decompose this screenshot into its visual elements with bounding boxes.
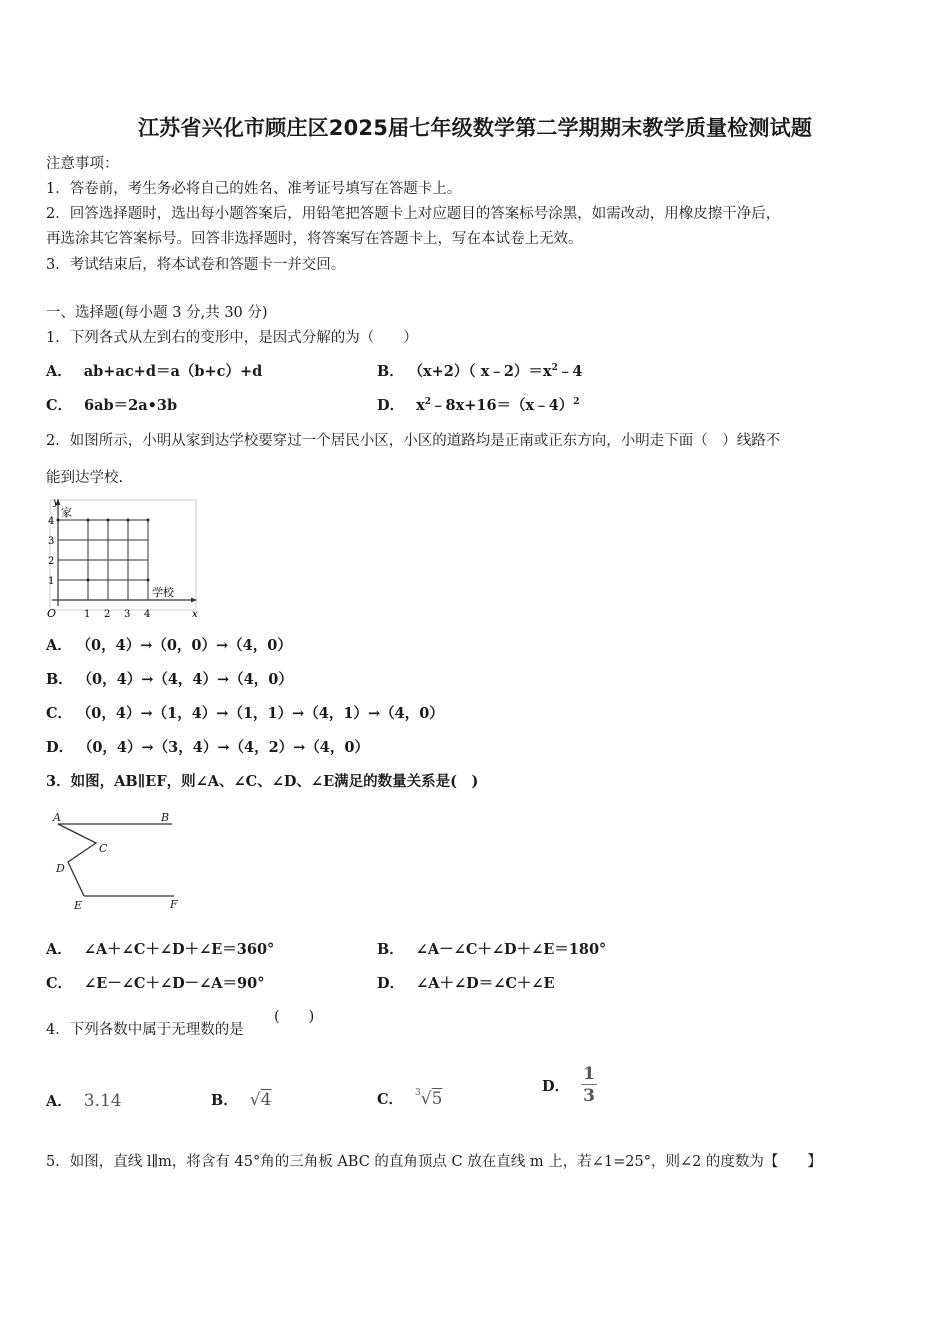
y-tick-label: 1 bbox=[48, 576, 55, 587]
option-text: ﹣4 bbox=[557, 363, 583, 380]
option-label: A． bbox=[46, 1093, 72, 1110]
option-value: 4 bbox=[260, 1090, 272, 1110]
option-text: （0，4）→（0，0）→（4，0） bbox=[83, 637, 292, 654]
q3-option-c[interactable] bbox=[46, 972, 265, 993]
x-axis-label: x bbox=[192, 609, 198, 620]
point-labels bbox=[52, 811, 178, 912]
option-text: x bbox=[416, 397, 425, 414]
notice-item: 2．回答选择题时，选出每小题答案后，用铅笔把答题卡上对应题目的答案标号涂黑，如需改动，用橡皮擦干净后， bbox=[46, 206, 781, 222]
x-tick-label: 3 bbox=[124, 609, 131, 620]
q2-grid-figure bbox=[44, 496, 200, 622]
option-text: ∠E－∠C＋∠D－∠A＝90° bbox=[84, 975, 265, 992]
option-text: ∠A＋∠C＋∠D＋∠E＝360° bbox=[83, 941, 275, 958]
point-label-c: C bbox=[99, 842, 108, 855]
grid-points bbox=[57, 519, 150, 582]
q2-option-b[interactable] bbox=[46, 668, 293, 689]
fraction-denominator: 3 bbox=[583, 1086, 595, 1106]
question-2-stem-cont: 能到达学校. bbox=[46, 470, 124, 486]
section-heading: 一、选择题(每小题 3 分,共 30 分) bbox=[46, 305, 268, 321]
grid-lines bbox=[58, 520, 148, 600]
option-label: C． bbox=[46, 705, 73, 722]
q3-option-a[interactable] bbox=[46, 938, 274, 959]
question-4-paren: ( ) bbox=[274, 1009, 315, 1025]
radical-sign: √ bbox=[420, 1089, 432, 1109]
fraction bbox=[581, 1064, 597, 1107]
point-label-a: A bbox=[53, 811, 61, 824]
option-label: A． bbox=[46, 941, 72, 958]
q3-angle-figure bbox=[46, 806, 186, 914]
question-1-stem: 1．下列各式从左到右的变形中，是因式分解的为（ ） bbox=[46, 330, 418, 346]
question-3-stem: 3．如图，AB∥EF，则∠A、∠C、∠D、∠E满足的数量关系是( ) bbox=[46, 773, 479, 790]
radical-index: 3 bbox=[415, 1088, 421, 1098]
q1-option-b[interactable] bbox=[377, 360, 582, 381]
y-tick-labels bbox=[48, 516, 54, 587]
option-label: B． bbox=[211, 1092, 238, 1109]
x-tick-labels bbox=[84, 609, 150, 620]
superscript: 2 bbox=[573, 397, 580, 407]
option-text: （0，4）→（1，4）→（1，1）→（4，1）→（4，0） bbox=[84, 705, 444, 722]
option-label: D． bbox=[46, 739, 74, 756]
option-label: B． bbox=[377, 941, 404, 958]
option-label: B． bbox=[377, 363, 404, 380]
y-axis-label: y bbox=[53, 497, 59, 508]
x-tick-label: 4 bbox=[144, 609, 151, 620]
notice-item: 再选涂其它答案标号。回答非选择题时，将答案写在答题卡上，写在本试卷上无效。 bbox=[46, 231, 583, 247]
y-tick-label: 4 bbox=[48, 516, 55, 527]
y-tick-label: 2 bbox=[48, 556, 55, 567]
question-5-stem: 5．如图，直线 l∥m，将含有 45°角的三角板 ABC 的直角顶点 C 放在直线 m 上，若∠1=25°，则∠2 的度数为【 】 bbox=[46, 1154, 822, 1170]
option-text: ab+ac+d＝a（b+c）+d bbox=[83, 363, 263, 380]
question-4-stem: 4．下列各数中属于无理数的是 bbox=[46, 1022, 244, 1038]
question-2-stem: 2．如图所示，小明从家到达学校要穿过一个居民小区，小区的道路均是正南或正东方向，小明走下面（ ）线路不 bbox=[46, 433, 781, 449]
option-label: C． bbox=[46, 397, 73, 414]
q2-option-a[interactable] bbox=[46, 634, 292, 655]
option-text: ﹣8x+16＝（x﹣4） bbox=[431, 397, 574, 414]
x-tick-label: 2 bbox=[104, 609, 111, 620]
page-title: 江苏省兴化市顾庄区2025届七年级数学第二学期期末教学质量检测试题 bbox=[137, 116, 813, 140]
q4-option-a[interactable] bbox=[46, 1090, 122, 1111]
option-label: D． bbox=[542, 1078, 570, 1095]
option-label: D． bbox=[377, 975, 405, 992]
option-label: A． bbox=[46, 637, 72, 654]
point-label-e: E bbox=[74, 899, 83, 912]
option-text: （x+2）（ x﹣2）＝x bbox=[415, 363, 552, 380]
notice-item: 1．答卷前，考生务必将自己的姓名、准考证号填写在答题卡上。 bbox=[46, 181, 462, 197]
home-label: 家 bbox=[61, 506, 72, 519]
q1-option-a[interactable] bbox=[46, 360, 262, 381]
point-label-d: D bbox=[56, 862, 65, 875]
point-label-b: B bbox=[161, 811, 170, 824]
option-text: （0，4）→（3，4）→（4，2）→（4，0） bbox=[85, 739, 369, 756]
option-value: 3.14 bbox=[83, 1091, 122, 1111]
superscript: 2 bbox=[424, 397, 431, 407]
q4-option-b[interactable] bbox=[211, 1089, 271, 1110]
option-label: B． bbox=[46, 671, 73, 688]
fraction-numerator: 1 bbox=[583, 1064, 595, 1084]
option-label: D． bbox=[377, 397, 405, 414]
q4-option-d[interactable] bbox=[542, 1064, 597, 1107]
figure-lines bbox=[58, 824, 174, 896]
radical-sign: √ bbox=[249, 1090, 261, 1110]
origin-label: O bbox=[47, 607, 57, 620]
option-label: C． bbox=[377, 1091, 404, 1108]
q1-option-d[interactable] bbox=[377, 394, 580, 415]
option-value: 5 bbox=[431, 1089, 443, 1109]
option-text: 6ab＝2a•3b bbox=[84, 397, 178, 414]
q1-option-c[interactable] bbox=[46, 394, 177, 415]
option-label: C． bbox=[46, 975, 73, 992]
option-label: A． bbox=[46, 363, 72, 380]
q3-option-d[interactable] bbox=[377, 972, 555, 993]
option-text: ∠A＋∠D＝∠C＋∠E bbox=[416, 975, 555, 992]
notice-item: 3．考试结束后，将本试卷和答题卡一并交回。 bbox=[46, 257, 346, 273]
option-text: （0，4）→（4，4）→（4，0） bbox=[84, 671, 293, 688]
school-label: 学校 bbox=[152, 586, 174, 599]
q3-option-b[interactable] bbox=[377, 938, 606, 959]
q2-option-d[interactable] bbox=[46, 736, 369, 757]
option-text: ∠A－∠C＋∠D＋∠E＝180° bbox=[415, 941, 607, 958]
notice-heading: 注意事项： bbox=[46, 156, 119, 172]
point-label-f: F bbox=[170, 898, 178, 911]
q4-option-c[interactable] bbox=[377, 1088, 442, 1109]
superscript: 2 bbox=[551, 363, 558, 373]
x-tick-label: 1 bbox=[84, 609, 91, 620]
q2-option-c[interactable] bbox=[46, 702, 444, 723]
y-tick-label: 3 bbox=[48, 536, 55, 547]
